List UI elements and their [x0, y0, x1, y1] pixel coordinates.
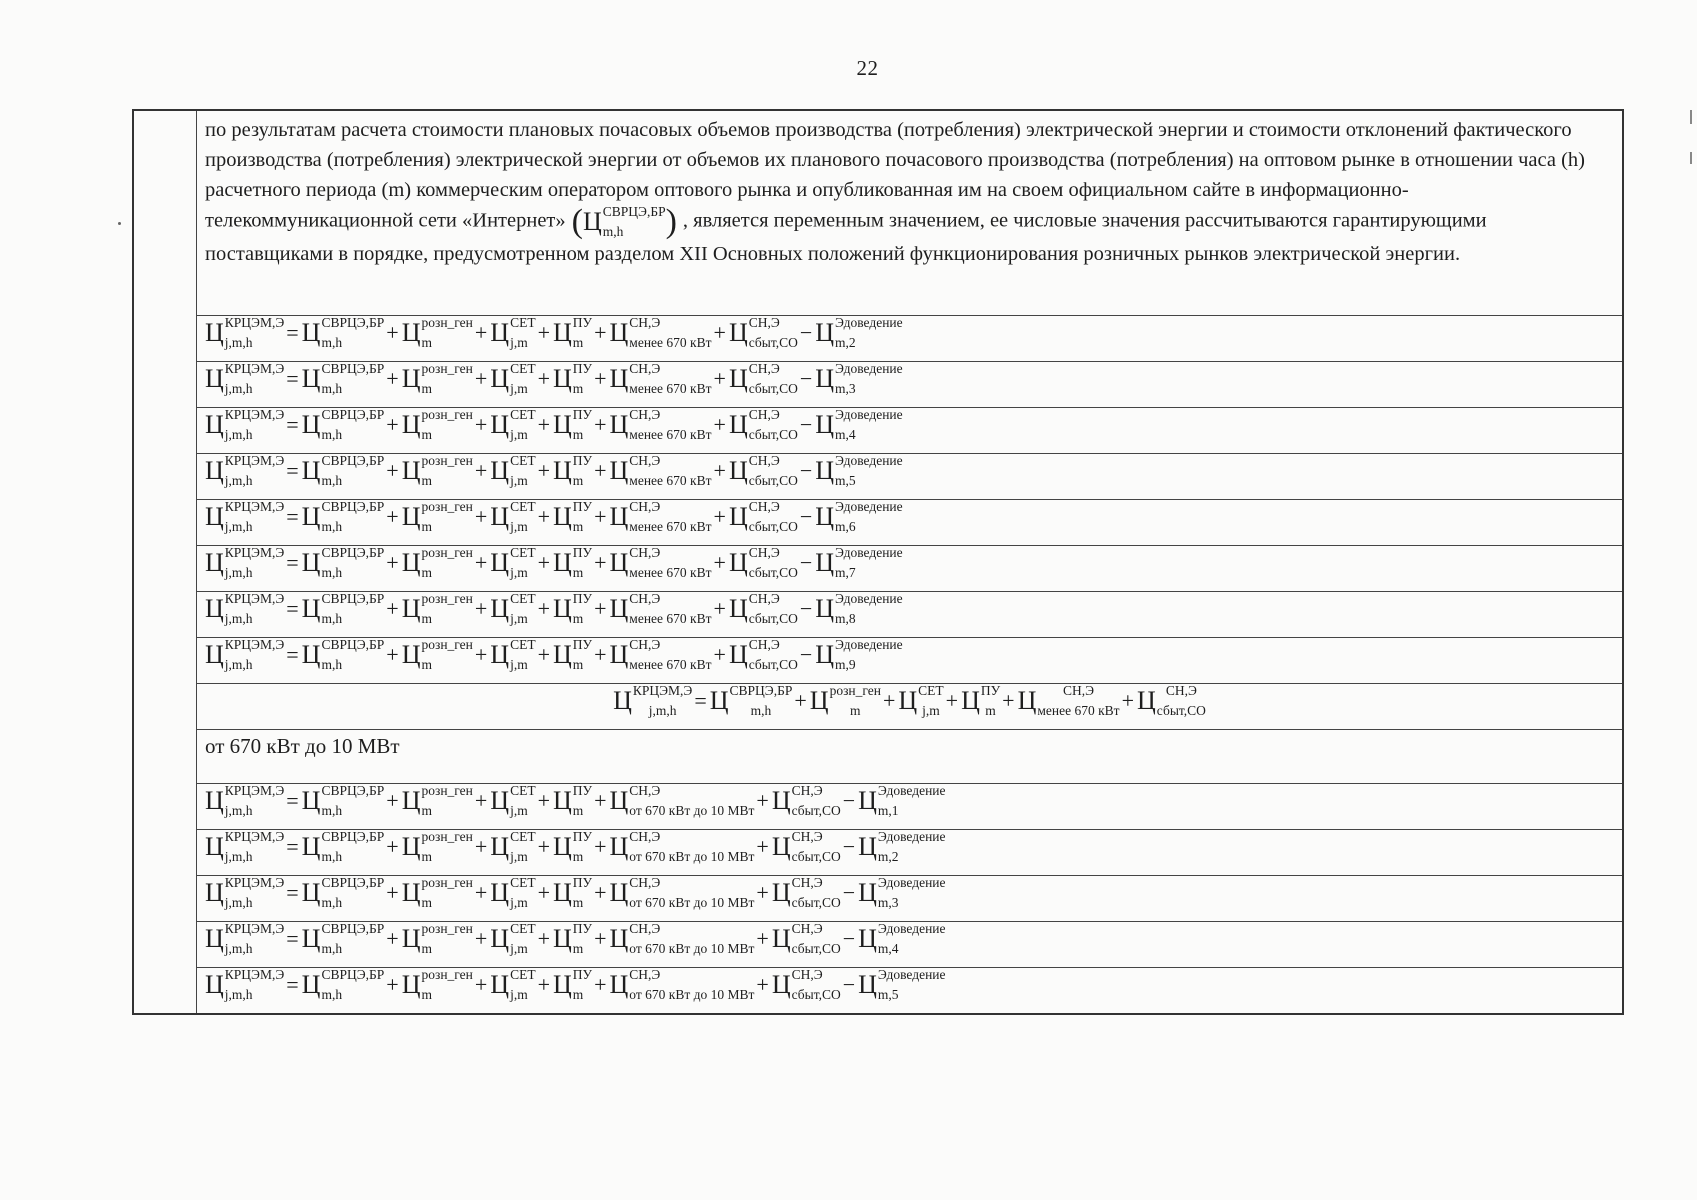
operator: +: [537, 412, 550, 437]
formula-term: Ц СВРЦЭ,БР m,h: [301, 407, 385, 442]
formula-row: [133, 408, 1623, 454]
operator: −: [842, 926, 856, 951]
formula-row: [133, 784, 1623, 830]
formula-term: Ц розн_ген m: [401, 499, 473, 534]
operator: +: [713, 550, 726, 575]
formula-row: [133, 876, 1623, 922]
formula-term: Ц СН,Э менее 670 кВт: [609, 407, 712, 442]
formula-cell: [197, 454, 1624, 500]
tariff-formula: [205, 546, 903, 580]
formula-term: Ц СН,Э сбыт,СО: [728, 453, 798, 488]
operator: +: [386, 550, 399, 575]
operator: +: [537, 972, 550, 997]
formula-term: Ц ПУ m: [553, 591, 593, 626]
operator: =: [694, 688, 707, 713]
operator: +: [386, 788, 399, 813]
operator: +: [386, 504, 399, 529]
formula-row: [133, 592, 1623, 638]
tariff-formula: [205, 362, 903, 396]
tariff-formula: [205, 592, 903, 626]
operator: +: [386, 642, 399, 667]
operator: +: [386, 972, 399, 997]
formula-lhs: Ц КРЦЭМ,Э j,m,h: [205, 453, 285, 488]
operator: +: [537, 788, 550, 813]
operator: +: [386, 366, 399, 391]
formula-term: Ц СН,Э от 670 кВт до 10 МВт: [609, 829, 755, 864]
operator: −: [799, 320, 813, 345]
formula-term: Ц СН,Э сбыт,СО: [728, 315, 798, 350]
formula-term: Ц розн_ген m: [401, 591, 473, 626]
formula-term: Ц СН,Э сбыт,СО: [728, 499, 798, 534]
section-heading: от 670 кВт до 10 МВт: [197, 730, 1624, 784]
formula-term: Ц ПУ m: [553, 921, 593, 956]
operator: −: [799, 596, 813, 621]
tariff-formula: [205, 876, 946, 910]
formula-table: [132, 109, 1624, 1015]
formula-lhs: Ц КРЦЭМ,Э j,m,h: [205, 499, 285, 534]
formula-term: Ц СВРЦЭ,БР m,h: [301, 875, 385, 910]
formula-lhs: Ц КРЦЭМ,Э j,m,h: [205, 783, 285, 818]
operator: =: [286, 788, 299, 813]
formula-lhs: Ц КРЦЭМ,Э j,m,h: [205, 407, 285, 442]
formula-cell: [197, 684, 1624, 730]
formula-row: [133, 830, 1623, 876]
formula-term: Ц СН,Э сбыт,СО: [771, 829, 841, 864]
formula-term: Ц розн_ген m: [401, 829, 473, 864]
formula-term: Ц СН,Э менее 670 кВт: [609, 545, 712, 580]
operator: =: [286, 320, 299, 345]
page-number: 22: [856, 56, 879, 80]
operator: +: [713, 320, 726, 345]
operator: =: [286, 642, 299, 667]
formula-term: Ц СЕТ j,m: [490, 361, 536, 396]
operator: +: [713, 596, 726, 621]
operator: =: [286, 366, 299, 391]
formula-term: Ц Эдоведение m,1: [858, 783, 946, 818]
section-row: [133, 730, 1623, 784]
formula-term: Ц СН,Э менее 670 кВт: [609, 637, 712, 672]
formula-cell: [197, 784, 1624, 830]
formula-term: Ц розн_ген m: [401, 407, 473, 442]
formula-term: Ц СН,Э менее 670 кВт: [609, 361, 712, 396]
formula-lhs: Ц КРЦЭМ,Э j,m,h: [205, 967, 285, 1002]
formula-row: [133, 316, 1623, 362]
formula-term: Ц Эдоведение m,3: [858, 875, 946, 910]
formula-term: Ц СН,Э от 670 кВт до 10 МВт: [609, 875, 755, 910]
operator: −: [799, 550, 813, 575]
operator: −: [842, 880, 856, 905]
operator: +: [386, 834, 399, 859]
operator: +: [386, 596, 399, 621]
operator: +: [474, 642, 488, 667]
formula-row: [133, 922, 1623, 968]
formula-cell: [197, 638, 1624, 684]
formula-term: Ц ПУ m: [553, 829, 593, 864]
formula-term: Ц Эдоведение m,9: [815, 637, 903, 672]
tariff-formula: [613, 684, 1206, 718]
formula-term: Ц СВРЦЭ,БР m,h: [301, 967, 385, 1002]
formula-term: Ц Эдоведение m,7: [815, 545, 903, 580]
formula-term: Ц СЕТ j,m: [490, 545, 536, 580]
formula-cell: [197, 922, 1624, 968]
formula-term: Ц СЕТ j,m: [490, 407, 536, 442]
operator: =: [286, 926, 299, 951]
operator: +: [386, 320, 399, 345]
intro-paragraph: [197, 110, 1624, 316]
formula-row: [133, 684, 1623, 730]
formula-row: [133, 454, 1623, 500]
formula-term: Ц ПУ m: [553, 545, 593, 580]
formula-lhs: Ц КРЦЭМ,Э j,m,h: [205, 545, 285, 580]
operator: =: [286, 596, 299, 621]
tariff-formula: [205, 500, 903, 534]
operator: +: [537, 458, 550, 483]
operator: +: [474, 550, 488, 575]
operator: +: [945, 688, 959, 713]
tariff-formula: [205, 638, 903, 672]
operator: +: [594, 366, 607, 391]
operator: −: [799, 504, 813, 529]
formula-term: Ц СН,Э сбыт,СО: [1137, 683, 1206, 718]
formula-term: Ц СН,Э сбыт,СО: [771, 783, 841, 818]
operator: +: [537, 834, 550, 859]
formula-term: Ц СН,Э сбыт,СО: [728, 361, 798, 396]
formula-term: Ц розн_ген m: [401, 637, 473, 672]
operator: +: [594, 320, 607, 345]
formula-term: Ц СН,Э менее 670 кВт: [1017, 683, 1120, 718]
formula-row: [133, 500, 1623, 546]
operator: +: [386, 880, 399, 905]
formula-term: Ц СВРЦЭ,БР m,h: [301, 783, 385, 818]
formula-lhs: Ц КРЦЭМ,Э j,m,h: [205, 921, 285, 956]
formula-row: [133, 968, 1623, 1015]
operator: +: [594, 926, 607, 951]
operator: +: [756, 834, 769, 859]
operator: =: [286, 972, 299, 997]
formula-lhs: Ц КРЦЭМ,Э j,m,h: [205, 591, 285, 626]
operator: +: [474, 596, 488, 621]
formula-lhs: Ц КРЦЭМ,Э j,m,h: [205, 637, 285, 672]
formula-cell: [197, 362, 1624, 408]
formula-term: Ц СН,Э сбыт,СО: [728, 591, 798, 626]
formula-cell: [197, 968, 1624, 1015]
operator: +: [756, 926, 769, 951]
operator: +: [713, 642, 726, 667]
formula-term: Ц Эдоведение m,4: [815, 407, 903, 442]
formula-lhs: Ц КРЦЭМ,Э j,m,h: [205, 875, 285, 910]
formula-term: Ц СВРЦЭ,БР m,h: [301, 499, 385, 534]
operator: =: [286, 880, 299, 905]
formula-term: Ц СВРЦЭ,БР m,h: [301, 591, 385, 626]
formula-term: Ц СЕТ j,m: [490, 829, 536, 864]
intro-row: [133, 110, 1623, 316]
operator: +: [594, 550, 607, 575]
formula-term: Ц СЕТ j,m: [490, 453, 536, 488]
tariff-formula: [205, 968, 946, 1002]
operator: +: [474, 504, 488, 529]
operator: +: [713, 504, 726, 529]
formula-term: Ц СН,Э менее 670 кВт: [609, 499, 712, 534]
operator: +: [713, 366, 726, 391]
formula-term: Ц ПУ m: [553, 637, 593, 672]
formula-term: Ц Эдоведение m,2: [858, 829, 946, 864]
formula-cell: [197, 500, 1624, 546]
operator: +: [713, 458, 726, 483]
operator: +: [1002, 688, 1015, 713]
operator: +: [474, 880, 488, 905]
formula-term: Ц Эдоведение m,2: [815, 315, 903, 350]
operator: +: [594, 458, 607, 483]
operator: +: [537, 320, 550, 345]
formula-term: Ц Эдоведение m,5: [815, 453, 903, 488]
formula-cell: [197, 546, 1624, 592]
formula-term: Ц СВРЦЭ,БР m,h: [301, 921, 385, 956]
operator: +: [537, 550, 550, 575]
formula-term: Ц ПУ m: [553, 783, 593, 818]
formula-row: [133, 638, 1623, 684]
operator: +: [594, 642, 607, 667]
formula-row: [133, 546, 1623, 592]
operator: +: [594, 504, 607, 529]
formula-term: Ц ПУ m: [553, 407, 593, 442]
operator: +: [474, 458, 488, 483]
formula-term: Ц розн_ген m: [401, 315, 473, 350]
operator: +: [537, 504, 550, 529]
formula-term: Ц СЕТ j,m: [490, 637, 536, 672]
formula-lhs: Ц КРЦЭМ,Э j,m,h: [205, 829, 285, 864]
operator: +: [474, 972, 488, 997]
operator: −: [799, 412, 813, 437]
operator: =: [286, 550, 299, 575]
operator: +: [713, 412, 726, 437]
operator: +: [474, 788, 488, 813]
operator: +: [474, 834, 488, 859]
formula-term: Ц СЕТ j,m: [490, 921, 536, 956]
formula-term: Ц СВРЦЭ,БР m,h: [709, 683, 793, 718]
tariff-formula: [205, 784, 946, 818]
formula-term: Ц СЕТ j,m: [490, 591, 536, 626]
formula-term: Ц СН,Э от 670 кВт до 10 МВт: [609, 967, 755, 1002]
operator: +: [386, 458, 399, 483]
operator: +: [537, 366, 550, 391]
formula-term: Ц СН,Э сбыт,СО: [728, 637, 798, 672]
tariff-formula: [205, 316, 903, 350]
operator: +: [386, 926, 399, 951]
operator: +: [474, 366, 488, 391]
formula-term: Ц СН,Э сбыт,СО: [771, 875, 841, 910]
formula-term: Ц ПУ m: [553, 875, 593, 910]
formula-cell: [197, 316, 1624, 362]
formula-term: Ц СВРЦЭ,БР m,h: [301, 637, 385, 672]
formula-term: Ц Эдоведение m,6: [815, 499, 903, 534]
formula-term: Ц СВРЦЭ,БР m,h: [301, 829, 385, 864]
formula-lhs: Ц КРЦЭМ,Э j,m,h: [613, 683, 693, 718]
formula-term: Ц розн_ген m: [401, 783, 473, 818]
scan-speck: [118, 222, 121, 225]
operator: +: [594, 412, 607, 437]
formula-cell: [197, 830, 1624, 876]
formula-term: Ц ПУ m: [553, 315, 593, 350]
left-column: [133, 110, 197, 1014]
formula-term: Ц ПУ m: [553, 453, 593, 488]
formula-term: Ц СН,Э сбыт,СО: [771, 967, 841, 1002]
formula-term: Ц СВРЦЭ,БР m,h: [301, 361, 385, 396]
formula-term: Ц розн_ген m: [401, 361, 473, 396]
operator: =: [286, 834, 299, 859]
formula-term: Ц СН,Э от 670 кВт до 10 МВт: [609, 921, 755, 956]
intro-inline-symbol: ( Ц СВРЦЭ,БР m,h ): [571, 203, 677, 240]
formula-term: Ц СН,Э от 670 кВт до 10 МВт: [609, 783, 755, 818]
formula-term: Ц СВРЦЭ,БР m,h: [301, 315, 385, 350]
operator: =: [286, 504, 299, 529]
formula-term: Ц Эдоведение m,3: [815, 361, 903, 396]
intro-text-before: по результатам расчета стоимости плановых почасовых объемов производства (потребления) электрической энергии и стоимости отклонений фактического производства (потребления) электрической энергии от объемов их планового почасового производства (потребления) на оптовом рынке в отношении часа (h) расчетного периода (m) коммерческим оператором оптового рынка и опубликованная им на своем официальном сайте в информационно-телекоммуникационной сети «Интернет»: [205, 119, 1585, 232]
operator: +: [474, 412, 488, 437]
operator: =: [286, 458, 299, 483]
formula-term: Ц Эдоведение m,5: [858, 967, 946, 1002]
scan-edge-mark: [1690, 110, 1692, 124]
formula-row: [133, 362, 1623, 408]
formula-term: Ц СН,Э менее 670 кВт: [609, 453, 712, 488]
operator: +: [474, 926, 488, 951]
tariff-formula: [205, 408, 903, 442]
operator: +: [537, 926, 550, 951]
operator: +: [1121, 688, 1135, 713]
formula-term: Ц СЕТ j,m: [490, 499, 536, 534]
formula-cell: [197, 592, 1624, 638]
formula-lhs: Ц КРЦЭМ,Э j,m,h: [205, 315, 285, 350]
operator: +: [756, 972, 769, 997]
formula-term: Ц ПУ m: [961, 683, 1001, 718]
formula-cell: [197, 876, 1624, 922]
formula-term: Ц СН,Э сбыт,СО: [728, 545, 798, 580]
operator: +: [756, 788, 769, 813]
formula-term: Ц СВРЦЭ,БР m,h: [301, 545, 385, 580]
operator: +: [756, 880, 769, 905]
formula-term: Ц СЕТ j,m: [898, 683, 944, 718]
operator: −: [842, 834, 856, 859]
formula-term: Ц СН,Э менее 670 кВт: [609, 591, 712, 626]
operator: +: [594, 972, 607, 997]
operator: +: [537, 596, 550, 621]
formula-term: Ц розн_ген m: [401, 545, 473, 580]
operator: +: [882, 688, 896, 713]
operator: +: [537, 880, 550, 905]
formula-term: Ц СЕТ j,m: [490, 967, 536, 1002]
symbol-base: Ц: [582, 207, 602, 236]
intro-text-after: , является переменным значением, ее числовые значения рассчитываются гарантирующими поставщиками в порядке, предусмотренном разделом XII Основных положений функционирования розничных рынков электрической энергии.: [205, 209, 1487, 265]
formula-term: Ц ПУ m: [553, 967, 593, 1002]
operator: +: [594, 880, 607, 905]
formula-term: Ц СН,Э менее 670 кВт: [609, 315, 712, 350]
formula-term: Ц розн_ген m: [809, 683, 881, 718]
formula-term: Ц розн_ген m: [401, 967, 473, 1002]
tariff-formula: [205, 922, 946, 956]
formula-term: Ц СЕТ j,m: [490, 783, 536, 818]
formula-term: Ц СН,Э сбыт,СО: [728, 407, 798, 442]
formula-term: Ц розн_ген m: [401, 921, 473, 956]
operator: −: [842, 972, 856, 997]
formula-term: Ц Эдоведение m,8: [815, 591, 903, 626]
operator: +: [474, 320, 488, 345]
formula-term: Ц СН,Э сбыт,СО: [771, 921, 841, 956]
operator: −: [799, 642, 813, 667]
operator: +: [794, 688, 807, 713]
formula-term: Ц розн_ген m: [401, 875, 473, 910]
formula-term: Ц СВРЦЭ,БР m,h: [301, 453, 385, 488]
operator: −: [842, 788, 856, 813]
operator: +: [386, 412, 399, 437]
formula-cell: [197, 408, 1624, 454]
operator: +: [594, 788, 607, 813]
formula-term: Ц ПУ m: [553, 499, 593, 534]
formula-term: Ц розн_ген m: [401, 453, 473, 488]
formula-term: Ц Эдоведение m,4: [858, 921, 946, 956]
formula-lhs: Ц КРЦЭМ,Э j,m,h: [205, 361, 285, 396]
operator: =: [286, 412, 299, 437]
operator: −: [799, 458, 813, 483]
formula-term: Ц СЕТ j,m: [490, 875, 536, 910]
operator: +: [537, 642, 550, 667]
tariff-formula: [205, 454, 903, 488]
operator: −: [799, 366, 813, 391]
operator: +: [594, 834, 607, 859]
formula-term: Ц ПУ m: [553, 361, 593, 396]
scan-edge-mark: [1690, 152, 1692, 164]
formula-term: Ц СЕТ j,m: [490, 315, 536, 350]
operator: +: [594, 596, 607, 621]
tariff-formula: [205, 830, 946, 864]
